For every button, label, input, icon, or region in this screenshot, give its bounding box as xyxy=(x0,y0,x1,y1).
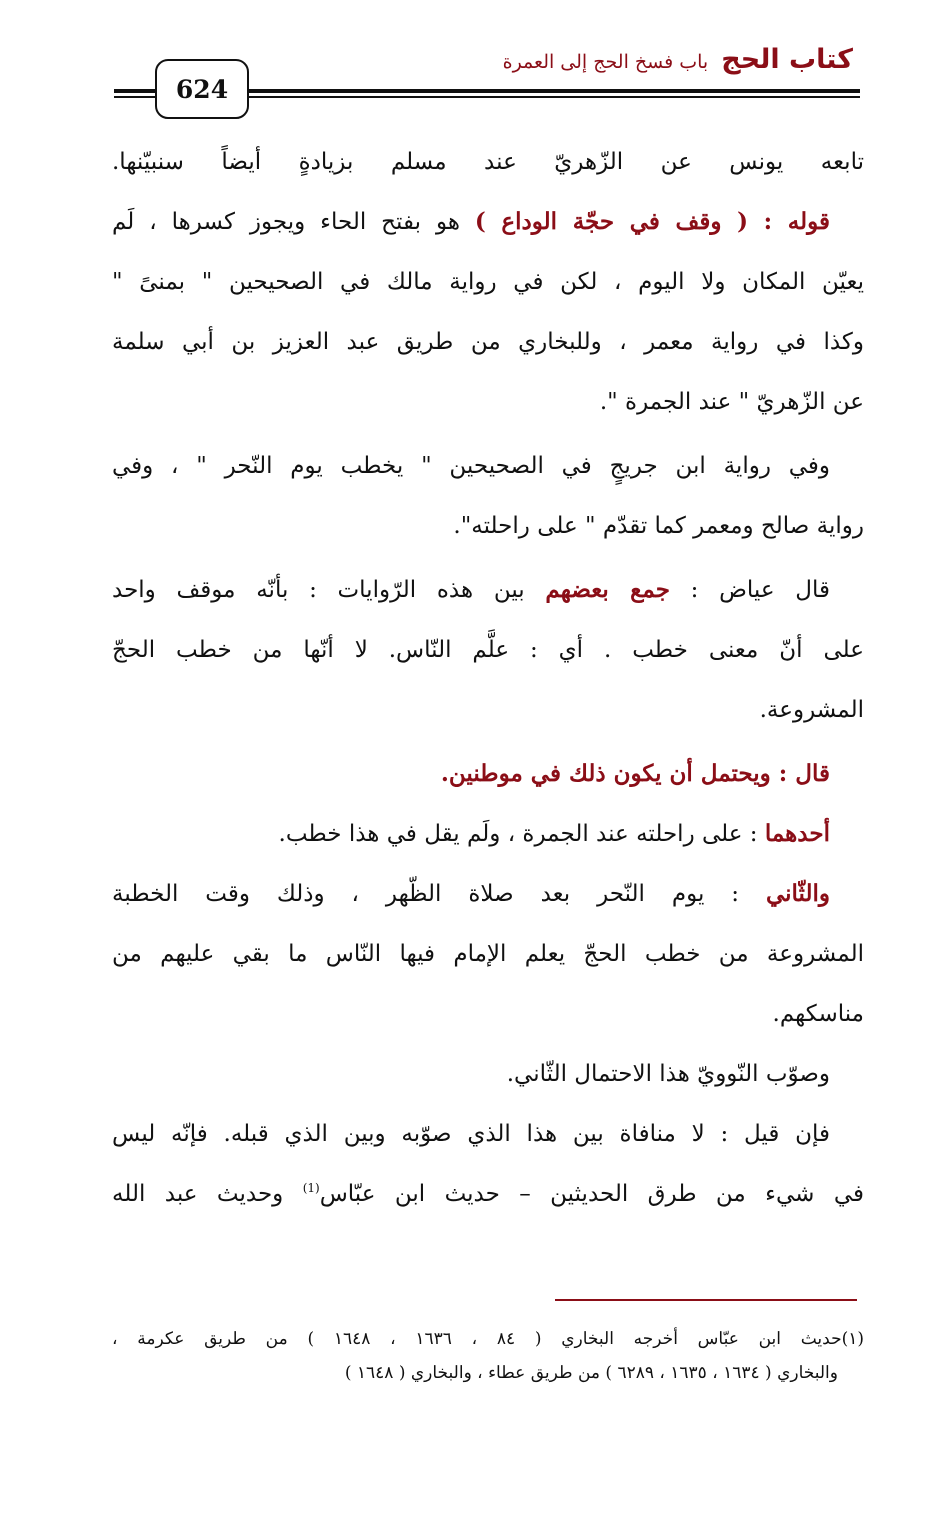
text-line: المشروعة. xyxy=(759,697,864,723)
highlight-term: والثّاني xyxy=(765,880,830,907)
footnote-line: (١)حديث ابن عبّاس أخرجه البخاري ( ٨٤ ، ١٦٣٦ ، ١٦٤٨ ) من طريق عكرمة ، xyxy=(112,1329,864,1349)
footnote-marker[interactable]: (1) xyxy=(302,1181,320,1195)
text-line: عن الزّهريّ " عند الجمرة ". xyxy=(599,389,864,415)
text-line: قوله : ( وقف في حجّة الوداع ) هو بفتح الحاء ويجوز كسرها ، لَم xyxy=(112,208,830,235)
body-text xyxy=(112,132,864,1224)
footnote-line: والبخاري ( ١٦٣٤ ، ١٦٣٥ ، ٦٢٨٩ ) من طريق عطاء ، والبخاري ( ١٦٤٨ ) xyxy=(344,1363,838,1383)
text-line: يعيّن المكان ولا اليوم ، لكن في رواية مالك في الصحيحين " بمنىً " xyxy=(112,269,864,295)
text-line: وصوّب النّوويّ هذا الاحتمال الثّاني. xyxy=(506,1061,830,1087)
highlight-term: قال : ويحتمل أن يكون ذلك في موطنين. xyxy=(440,760,830,787)
text-line: وكذا في رواية معمر ، وللبخاري من طريق عبد العزيز بن أبي سلمة xyxy=(112,329,864,355)
footnote-rule xyxy=(555,1299,857,1301)
footnotes xyxy=(112,1322,864,1390)
page-header xyxy=(0,0,945,130)
book-title: كتاب الحج xyxy=(721,44,853,75)
text-line: أحدهما : على راحلته عند الجمرة ، ولَم يقل في هذا خطب. xyxy=(278,820,830,847)
page-number: 624 xyxy=(155,59,249,119)
text-line: فإن قيل : لا منافاة بين هذا الذي صوّبه وبين الذي قبله. فإنّه ليس xyxy=(112,1121,830,1147)
text-line: في شيء من طرق الحديثين – حديث ابن عبّاس$^{(1)}$ وحديث عبد الله xyxy=(112,1181,864,1207)
text-line: تابعه يونس عن الزّهريّ عند مسلم بزيادةٍ أيضاً سنبيّنها. xyxy=(112,149,864,175)
text-line: على أنّ معنى خطب . أي : علَّم النّاس. لا أنّها من خطب الحجّ xyxy=(112,637,864,663)
text-line: مناسكهم. xyxy=(772,1001,864,1027)
text-line: قال عياض : جمع بعضهم بين هذه الرّوايات : بأنّه موقف واحد xyxy=(112,576,830,603)
text-line: رواية صالح ومعمر كما تقدّم " على راحلته". xyxy=(453,513,864,539)
highlight-term: أحدهما xyxy=(764,820,830,847)
text-line: وفي رواية ابن جريجٍ في الصحيحين " يخطب يوم النّحر " ، وفي xyxy=(112,453,830,479)
running-head xyxy=(503,44,853,75)
text-line: والثّاني : يوم النّحر بعد صلاة الظّهر ، وذلك وقت الخطبة xyxy=(112,880,830,907)
highlight-term: جمع بعضهم xyxy=(545,576,670,603)
text-line xyxy=(112,744,864,804)
text-line: المشروعة من خطب الحجّ يعلم الإمام فيها النّاس ما بقي عليهم من xyxy=(112,941,864,967)
chapter-title: باب فسخ الحج إلى العمرة xyxy=(502,51,709,73)
highlight-term: قوله : ( وقف في حجّة الوداع ) xyxy=(474,208,830,235)
